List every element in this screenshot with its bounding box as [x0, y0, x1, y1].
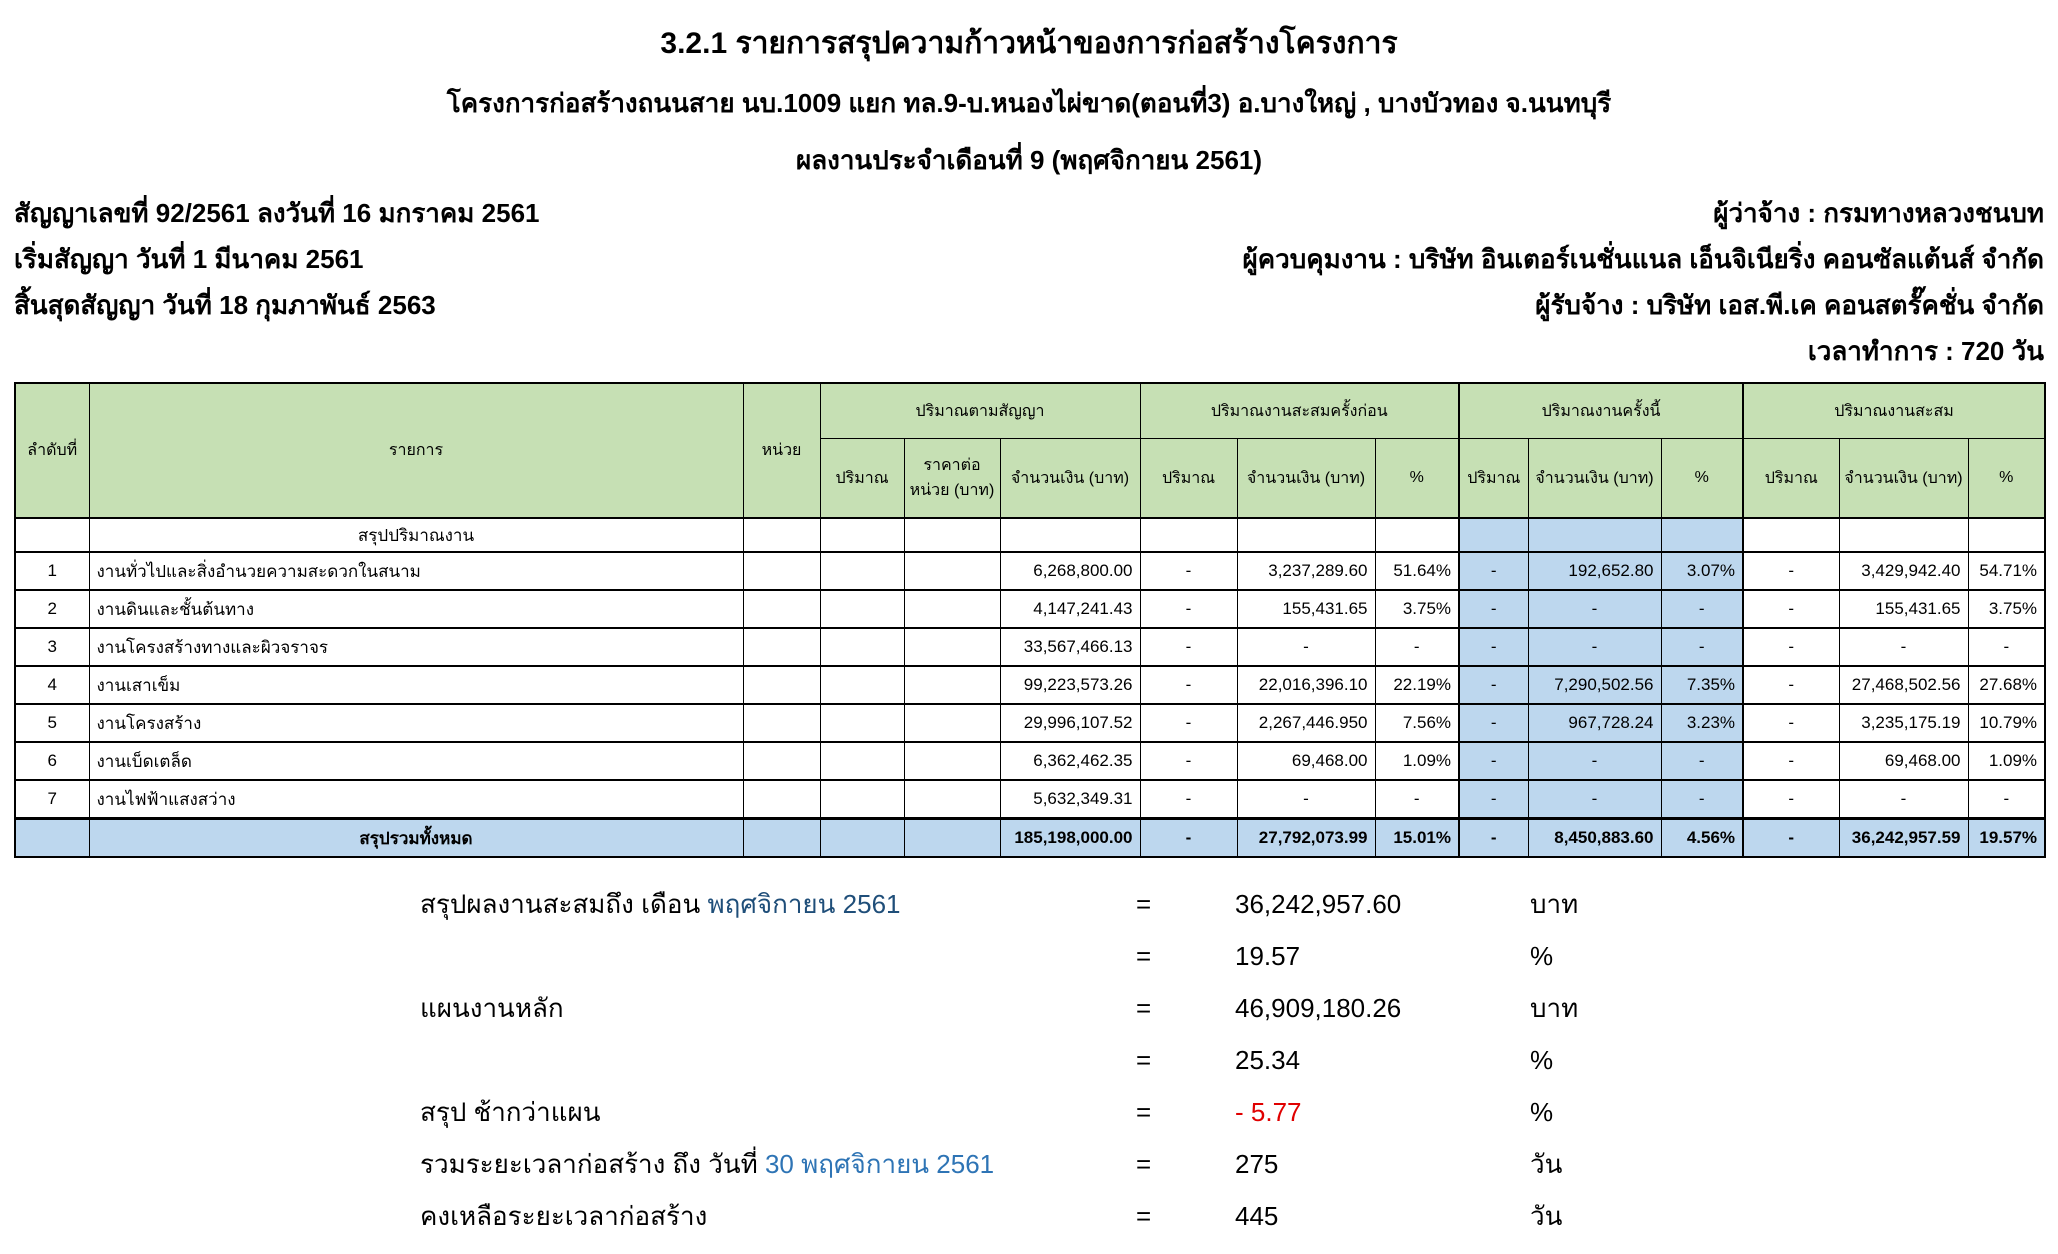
- table-cell: [743, 819, 820, 858]
- table-cell: [820, 518, 904, 552]
- table-cell: งานโครงสร้าง: [89, 704, 743, 742]
- table-cell: [904, 704, 1000, 742]
- summary-row: [420, 1086, 2058, 1138]
- table-cell: -: [1140, 552, 1237, 590]
- summary-value: 25.34: [1235, 1044, 1301, 1075]
- table-cell: 22.19%: [1375, 666, 1459, 704]
- table-cell: -: [1743, 742, 1839, 780]
- summary-highlight-date: พฤศจิกายน 2561: [707, 888, 901, 919]
- col-header-qty: ปริมาณ: [1140, 439, 1237, 519]
- equals-sign: =: [1136, 1096, 1152, 1127]
- summary-unit: วัน: [1530, 1200, 1563, 1231]
- supervisor: ผู้ควบคุมงาน : บริษัท อินเตอร์เนชั่นแนล เอ็นจิเนียริ่ง คอนซัลแต้นส์ จำกัด: [1242, 244, 2044, 274]
- table-cell: [15, 819, 89, 858]
- table-cell: -: [1375, 780, 1459, 819]
- data-row: [15, 742, 2045, 780]
- group-header-contract: ปริมาณตามสัญญา: [820, 383, 1140, 439]
- table-cell: [1237, 518, 1375, 552]
- table-cell: 22,016,396.10: [1237, 666, 1375, 704]
- table-cell: 155,431.65: [1839, 590, 1968, 628]
- table-cell: 5: [15, 704, 89, 742]
- table-cell: -: [1839, 780, 1968, 819]
- table-cell: [15, 518, 89, 552]
- summary-value: 46,909,180.26: [1235, 992, 1402, 1023]
- summary-label: สรุปผลงานสะสมถึง เดือน พฤศจิกายน 2561: [420, 888, 901, 919]
- table-cell: [820, 780, 904, 819]
- section-row: [15, 518, 2045, 552]
- table-cell: งานเสาเข็ม: [89, 666, 743, 704]
- table-cell: [743, 780, 820, 819]
- col-header-pct: %: [1375, 439, 1459, 519]
- equals-sign: =: [1136, 992, 1152, 1023]
- summary-unit: วัน: [1530, 1148, 1563, 1179]
- table-cell: งานดินและชั้นต้นทาง: [89, 590, 743, 628]
- table-cell: -: [1140, 628, 1237, 666]
- work-duration: เวลาทำการ : 720 วัน: [1807, 336, 2044, 366]
- table-cell: -: [1140, 742, 1237, 780]
- table-cell: -: [1459, 666, 1528, 704]
- summary-value: 36,242,957.60: [1235, 888, 1402, 919]
- employer: ผู้ว่าจ้าง : กรมทางหลวงชนบท: [1713, 198, 2044, 228]
- table-cell: -: [1375, 628, 1459, 666]
- table-cell: 29,996,107.52: [1000, 704, 1140, 742]
- summary-value: - 5.77: [1235, 1096, 1302, 1127]
- table-cell: [820, 819, 904, 858]
- table-cell: -: [1968, 780, 2045, 819]
- col-header-unit: หน่วย: [743, 383, 820, 518]
- summary-row: [420, 878, 2058, 930]
- table-cell: 6,362,462.35: [1000, 742, 1140, 780]
- contract-info-row: [14, 335, 2044, 368]
- summary-unit: %: [1530, 940, 1554, 971]
- project-name: โครงการก่อสร้างถนนสาย นบ.1009 แยก ทล.9-บ.หนองไผ่ขาด(ตอนที่3) อ.บางใหญ่ , บางบัวทอง จ.นนทบุรี: [446, 88, 1612, 118]
- table-cell: 1: [15, 552, 89, 590]
- table-cell: -: [1661, 742, 1743, 780]
- table-cell: 3,237,289.60: [1237, 552, 1375, 590]
- table-cell: -: [1459, 742, 1528, 780]
- table-cell: 3.07%: [1661, 552, 1743, 590]
- table-cell: งานเบ็ดเตล็ด: [89, 742, 743, 780]
- table-cell: 5,632,349.31: [1000, 780, 1140, 819]
- equals-sign: =: [1136, 1148, 1152, 1179]
- table-cell: 3,235,175.19: [1839, 704, 1968, 742]
- table-cell: -: [1459, 704, 1528, 742]
- table-cell: 2,267,446.950: [1237, 704, 1375, 742]
- table-cell: [743, 552, 820, 590]
- table-cell: -: [1839, 628, 1968, 666]
- table-cell: [1000, 518, 1140, 552]
- summary-label: สรุป ช้ากว่าแผน: [420, 1096, 601, 1127]
- table-cell: -: [1528, 780, 1661, 819]
- table-cell: -: [1140, 819, 1237, 858]
- table-cell: 967,728.24: [1528, 704, 1661, 742]
- table-cell: 8,450,883.60: [1528, 819, 1661, 858]
- summary-label: คงเหลือระยะเวลาก่อสร้าง: [420, 1200, 708, 1231]
- table-cell: [1661, 518, 1743, 552]
- table-cell: [820, 628, 904, 666]
- table-cell: [743, 742, 820, 780]
- table-cell: 4,147,241.43: [1000, 590, 1140, 628]
- table-cell: 7,290,502.56: [1528, 666, 1661, 704]
- table-cell: -: [1743, 819, 1839, 858]
- table-cell: 36,242,957.59: [1839, 819, 1968, 858]
- group-header-previous: ปริมาณงานสะสมครั้งก่อน: [1140, 383, 1459, 439]
- table-cell: 7.56%: [1375, 704, 1459, 742]
- table-cell: 3.23%: [1661, 704, 1743, 742]
- data-row: [15, 552, 2045, 590]
- table-cell: 15.01%: [1375, 819, 1459, 858]
- data-row: [15, 628, 2045, 666]
- col-header-qty: ปริมาณ: [1743, 439, 1839, 519]
- table-cell: 1.09%: [1375, 742, 1459, 780]
- equals-sign: =: [1136, 1044, 1152, 1075]
- table-cell: [904, 742, 1000, 780]
- contract-number: สัญญาเลขที่ 92/2561 ลงวันที่ 16 มกราคม 2561: [14, 198, 540, 228]
- table-cell: -: [1140, 590, 1237, 628]
- summary-value: 445: [1235, 1200, 1279, 1231]
- summary-unit: บาท: [1530, 888, 1579, 919]
- table-cell: 27.68%: [1968, 666, 2045, 704]
- table-cell: -: [1743, 590, 1839, 628]
- table-cell: -: [1528, 590, 1661, 628]
- col-header-no: ลำดับที่: [15, 383, 89, 518]
- col-header-qty: ปริมาณ: [820, 439, 904, 519]
- table-cell: [743, 666, 820, 704]
- table-cell: -: [1237, 780, 1375, 819]
- table-cell: -: [1528, 742, 1661, 780]
- table-cell: -: [1459, 590, 1528, 628]
- table-cell: [904, 666, 1000, 704]
- col-header-qty: ปริมาณ: [1459, 439, 1528, 519]
- table-cell: -: [1743, 666, 1839, 704]
- summary-value: 19.57: [1235, 940, 1301, 971]
- table-cell: [904, 552, 1000, 590]
- table-cell: 3.75%: [1375, 590, 1459, 628]
- table-cell: 2: [15, 590, 89, 628]
- table-cell: 4.56%: [1661, 819, 1743, 858]
- summary-row: [420, 1190, 2058, 1242]
- progress-table: [14, 382, 2046, 858]
- contract-info-row: [14, 243, 2044, 276]
- table-cell: -: [1140, 780, 1237, 819]
- table-cell: -: [1140, 704, 1237, 742]
- data-row: [15, 780, 2045, 819]
- table-cell: [820, 742, 904, 780]
- table-cell: 99,223,573.26: [1000, 666, 1140, 704]
- table-cell: 185,198,000.00: [1000, 819, 1140, 858]
- table-cell: -: [1140, 666, 1237, 704]
- summary-highlight-date: 30 พฤศจิกายน 2561: [764, 1148, 995, 1179]
- table-cell: สรุปปริมาณงาน: [89, 518, 743, 552]
- table-cell: [1968, 518, 2045, 552]
- table-cell: -: [1743, 704, 1839, 742]
- table-cell: สรุปรวมทั้งหมด: [89, 819, 743, 858]
- table-cell: -: [1661, 590, 1743, 628]
- col-header-amount: จำนวนเงิน (บาท): [1000, 439, 1140, 519]
- contractor: ผู้รับจ้าง : บริษัท เอส.พี.เค คอนสตรั๊คชั่น จำกัด: [1535, 290, 2044, 320]
- summary-label: รวมระยะเวลาก่อสร้าง ถึง วันที่ 30 พฤศจิกายน 2561: [420, 1148, 995, 1179]
- table-cell: งานโครงสร้างทางและผิวจราจร: [89, 628, 743, 666]
- table-cell: [1528, 518, 1661, 552]
- table-cell: [904, 819, 1000, 858]
- summary-row: [420, 982, 2058, 1034]
- table-cell: 6: [15, 742, 89, 780]
- data-row: [15, 590, 2045, 628]
- table-cell: -: [1743, 628, 1839, 666]
- data-row: [15, 666, 2045, 704]
- table-cell: 33,567,466.13: [1000, 628, 1140, 666]
- table-cell: 3,429,942.40: [1839, 552, 1968, 590]
- table-cell: -: [1968, 628, 2045, 666]
- col-header-amount: จำนวนเงิน (บาท): [1237, 439, 1375, 519]
- table-cell: งานทั่วไปและสิ่งอำนวยความสะดวกในสนาม: [89, 552, 743, 590]
- table-cell: 1.09%: [1968, 742, 2045, 780]
- table-cell: -: [1459, 780, 1528, 819]
- table-cell: -: [1237, 628, 1375, 666]
- table-cell: 69,468.00: [1237, 742, 1375, 780]
- col-header-amount: จำนวนเงิน (บาท): [1839, 439, 1968, 519]
- table-cell: [1459, 518, 1528, 552]
- table-cell: [904, 518, 1000, 552]
- table-cell: [820, 704, 904, 742]
- table-cell: -: [1661, 780, 1743, 819]
- page-title: 3.2.1 รายการสรุปความก้าวหน้าของการก่อสร้างโครงการ: [660, 27, 1398, 60]
- total-row: [15, 819, 2045, 858]
- report-period: ผลงานประจำเดือนที่ 9 (พฤศจิกายน 2561): [795, 145, 1263, 175]
- table-cell: [743, 628, 820, 666]
- table-cell: [904, 780, 1000, 819]
- summary-row: [420, 1034, 2058, 1086]
- table-cell: 7.35%: [1661, 666, 1743, 704]
- table-cell: 192,652.80: [1528, 552, 1661, 590]
- col-header-amount: จำนวนเงิน (บาท): [1528, 439, 1661, 519]
- table-cell: 69,468.00: [1839, 742, 1968, 780]
- table-cell: 3.75%: [1968, 590, 2045, 628]
- table-cell: [820, 590, 904, 628]
- table-cell: 51.64%: [1375, 552, 1459, 590]
- table-cell: [1743, 518, 1839, 552]
- table-cell: 4: [15, 666, 89, 704]
- table-cell: -: [1743, 780, 1839, 819]
- summary-section: [0, 878, 2058, 1242]
- table-cell: [743, 704, 820, 742]
- table-cell: -: [1528, 628, 1661, 666]
- col-header-unit-price: ราคาต่อหน่วย (บาท): [904, 439, 1000, 519]
- contract-end: สิ้นสุดสัญญา วันที่ 18 กุมภาพันธ์ 2563: [14, 290, 436, 320]
- table-cell: [904, 590, 1000, 628]
- table-cell: 155,431.65: [1237, 590, 1375, 628]
- table-cell: [820, 552, 904, 590]
- group-header-current: ปริมาณงานครั้งนี้: [1459, 383, 1743, 439]
- summary-row: [420, 1138, 2058, 1190]
- contract-info-row: [14, 197, 2044, 230]
- table-cell: [743, 590, 820, 628]
- table-cell: 54.71%: [1968, 552, 2045, 590]
- table-cell: 6,268,800.00: [1000, 552, 1140, 590]
- table-cell: -: [1459, 819, 1528, 858]
- table-cell: 7: [15, 780, 89, 819]
- table-cell: -: [1743, 552, 1839, 590]
- contract-info: [14, 197, 2044, 368]
- col-header-pct: %: [1661, 439, 1743, 519]
- contract-start: เริ่มสัญญา วันที่ 1 มีนาคม 2561: [14, 244, 364, 274]
- table-cell: 10.79%: [1968, 704, 2045, 742]
- table-cell: งานไฟฟ้าแสงสว่าง: [89, 780, 743, 819]
- table-cell: [1839, 518, 1968, 552]
- group-header-cumulative: ปริมาณงานสะสม: [1743, 383, 2045, 439]
- summary-label: แผนงานหลัก: [420, 992, 564, 1023]
- equals-sign: =: [1136, 940, 1152, 971]
- table-cell: [743, 518, 820, 552]
- col-header-item: รายการ: [89, 383, 743, 518]
- equals-sign: =: [1136, 888, 1152, 919]
- col-header-pct: %: [1968, 439, 2045, 519]
- table-cell: [904, 628, 1000, 666]
- table-cell: [1375, 518, 1459, 552]
- table-cell: -: [1459, 628, 1528, 666]
- contract-info-row: [14, 289, 2044, 322]
- table-cell: [820, 666, 904, 704]
- data-row: [15, 704, 2045, 742]
- table-cell: 27,468,502.56: [1839, 666, 1968, 704]
- table-cell: 3: [15, 628, 89, 666]
- table-cell: [1140, 518, 1237, 552]
- table-cell: -: [1661, 628, 1743, 666]
- summary-unit: %: [1530, 1044, 1554, 1075]
- summary-unit: %: [1530, 1096, 1554, 1127]
- summary-unit: บาท: [1530, 992, 1579, 1023]
- summary-value: 275: [1235, 1148, 1279, 1179]
- equals-sign: =: [1136, 1200, 1152, 1231]
- table-cell: -: [1459, 552, 1528, 590]
- table-cell: 27,792,073.99: [1237, 819, 1375, 858]
- summary-row: [420, 930, 2058, 982]
- table-cell: 19.57%: [1968, 819, 2045, 858]
